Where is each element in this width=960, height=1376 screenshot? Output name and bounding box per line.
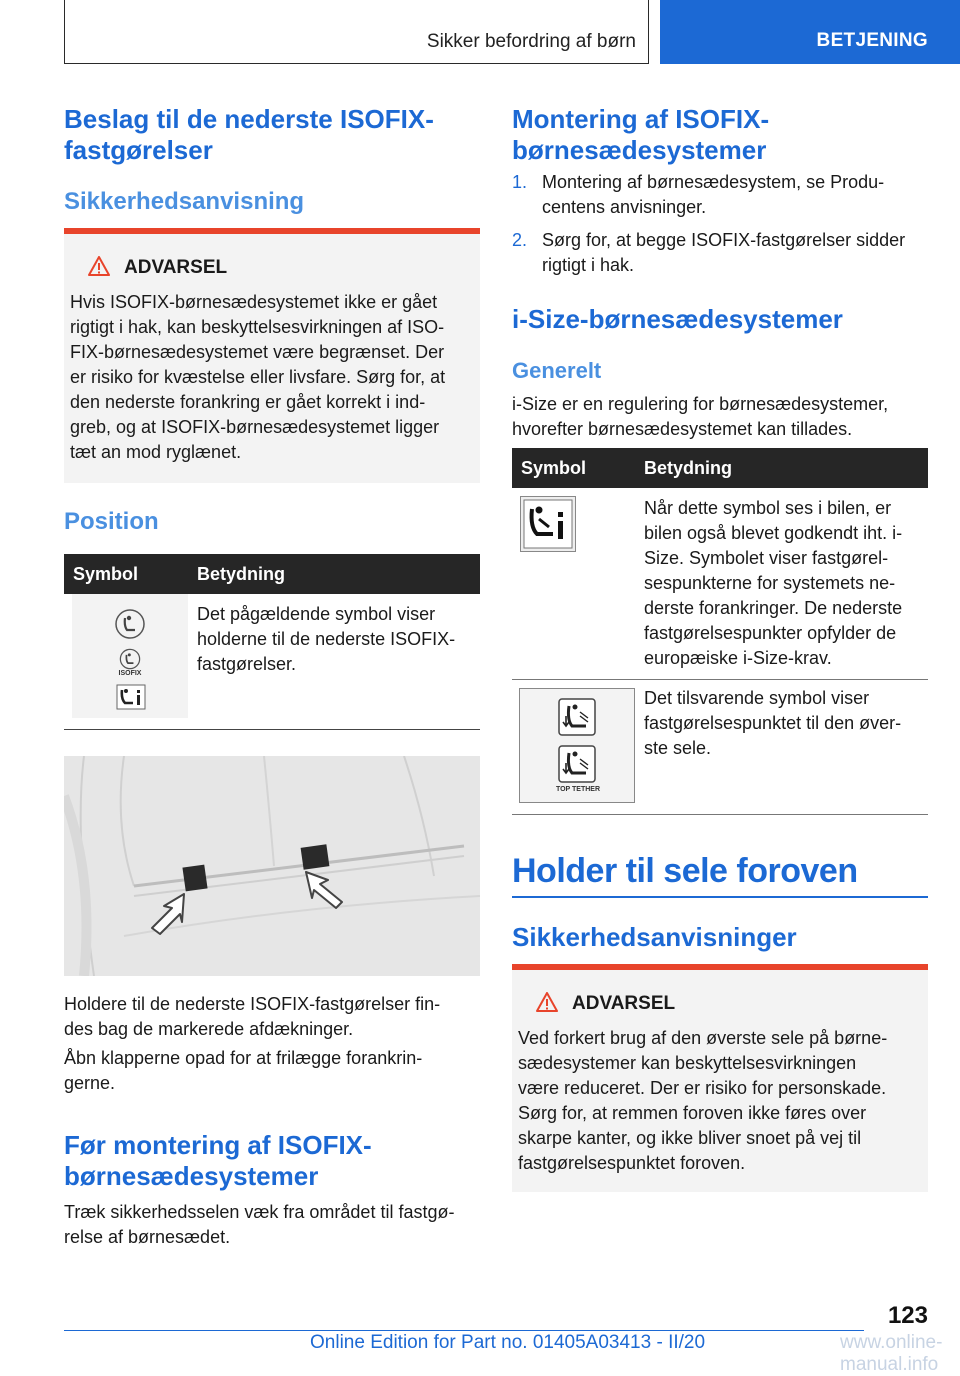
instruction-line: gerne.: [64, 1073, 116, 1093]
watermark: www.online-manual.info: [840, 1332, 943, 1375]
warning-line: tæt an mod ryglænet.: [70, 442, 242, 462]
col-symbol: Symbol: [521, 458, 587, 478]
step-line: Sørg for, at begge ISOFIX-fastgørelser sidder: [542, 230, 906, 250]
header-section-box: [64, 0, 649, 64]
page-number: 123: [887, 1302, 928, 1329]
isize-symbol-cell: [520, 496, 576, 552]
warning-line: fastgørelsespunktet foroven.: [518, 1153, 746, 1173]
isofix-label: ISOFIX: [118, 670, 142, 677]
isofix-symbol-cell: [72, 594, 188, 718]
warning-line: Hvis ISOFIX-børnesædesystemet ikke er gået: [70, 292, 438, 312]
warning-triangle-icon: [88, 256, 110, 276]
meaning-line: holderne til de nederste ISOFIX-: [197, 629, 456, 649]
top-tether-icon: [558, 698, 596, 736]
mounting-heading: Montering af ISOFIX- børnesædesystemer: [512, 104, 770, 165]
left-table-header: [64, 554, 480, 594]
isofix-seat-illustration: [64, 756, 480, 976]
warning-triangle-icon: [536, 992, 558, 1012]
meaning-line: fastgørelsespunktet til den øver-: [644, 713, 902, 733]
meaning-line: Size. Symbolet viser fastgørel-: [644, 548, 889, 568]
holder-heading-underline: [512, 896, 928, 898]
safety-heading: Sikkerhedsanvisning: [64, 188, 305, 215]
warning-text: [70, 290, 468, 465]
step-item: [512, 228, 932, 278]
top-tether-label: TOP TETHER: [555, 786, 601, 793]
meaning-line: Når dette symbol ses i bilen, er: [644, 498, 892, 518]
general-line: i-Size er en regulering for børnesædesystemer,: [512, 394, 889, 414]
step-number: 2.: [512, 230, 528, 250]
warning-line: skarpe kanter, og ikke bliver snoet på vej til: [518, 1128, 862, 1148]
meaning-line: Det tilsvarende symbol viser: [644, 688, 870, 708]
mounting-steps: [512, 170, 932, 278]
position-heading: Position: [64, 508, 159, 535]
meaning-line: bilen også blevet godkendt iht. i-: [644, 523, 903, 543]
col-meaning: Betydning: [197, 564, 285, 584]
top-tether-symbol-cell: [519, 688, 635, 803]
warning-box: [512, 964, 928, 1192]
chapter-tab[interactable]: [660, 0, 960, 64]
holder-heading: Holder til sele foroven: [512, 852, 858, 890]
warning-box: [64, 228, 480, 483]
right-table-header: [512, 448, 928, 488]
table-rule: [512, 679, 928, 680]
edition-text: Online Edition for Part no. 01405A03413 - II/20: [310, 1332, 706, 1353]
meaning-line: europæiske i-Size-krav.: [644, 648, 832, 668]
warning-label: ADVARSEL: [124, 257, 228, 278]
section-title: Sikker befordring af børn: [426, 31, 636, 52]
general-heading: Generelt: [512, 358, 602, 383]
left-title: Beslag til de nederste ISOFIX- fastgørelser: [64, 104, 434, 165]
warning-line: være reduceret. Der er risiko for personskade.: [518, 1078, 887, 1098]
general-line: hvorefter børnesædesystemet kan tillades.: [512, 419, 853, 439]
warning-line: greb, og at ISOFIX-børnesædesystemet ligger: [70, 417, 440, 437]
warning-line: er risiko for kvæstelse eller livsfare. Sørg for, at: [70, 367, 446, 387]
meaning-line: fastgørelsespunkter opfylder de: [644, 623, 897, 643]
seat-drawing: [64, 756, 480, 976]
meaning-line: derste forankringer. De nederste: [644, 598, 903, 618]
meaning-line: sespunkterne for systemets ne-: [644, 573, 896, 593]
top-tether-meaning: [644, 686, 928, 761]
step-number: 1.: [512, 172, 528, 192]
step-line: rigtigt i hak.: [542, 255, 635, 275]
isize-heading: i-Size-børnesædesystemer: [512, 304, 843, 334]
safety-instructions-heading: Sikkerhedsanvisninger: [512, 922, 797, 952]
col-symbol: Symbol: [73, 564, 139, 584]
general-text: [512, 392, 932, 442]
instruction-line: Åbn klapperne opad for at frilægge forankrin-: [64, 1048, 423, 1068]
isize-icon: [116, 684, 146, 710]
before-line: relse af børnesædet.: [64, 1227, 231, 1247]
isofix-meaning: [197, 602, 477, 677]
warning-line: Sørg for, at remmen foroven ikke føres over: [518, 1103, 867, 1123]
open-flaps-instruction: [64, 1046, 484, 1096]
step-line: centens anvisninger.: [542, 197, 707, 217]
warning-header: [88, 256, 227, 279]
before-mounting-heading: Før montering af ISOFIX- børnesædesystemer: [64, 1130, 372, 1191]
before-mounting-text: [64, 1200, 484, 1250]
child-seat-icon: [114, 608, 146, 640]
meaning-line: Det pågældende symbol viser: [197, 604, 436, 624]
step-line: Montering af børnesædesystem, se Produ-: [542, 172, 885, 192]
col-meaning: Betydning: [644, 458, 732, 478]
isize-meaning: [644, 496, 928, 671]
chapter-tab-label: BETJENING: [816, 30, 928, 51]
isize-icon: [521, 497, 575, 551]
warning-label: ADVARSEL: [572, 993, 676, 1014]
step-item: [512, 170, 932, 220]
warning-text: [518, 1026, 916, 1176]
caption-line: des bag de markerede afdækninger.: [64, 1019, 354, 1039]
top-tether-icon: [558, 745, 596, 783]
warning-line: FIX-børnesædesystemet være begrænset. Der: [70, 342, 445, 362]
warning-line: sædesystemer kan beskyttelsesvirkningen: [518, 1053, 857, 1073]
footer-rule: [64, 1330, 864, 1331]
caption-line: Holdere til de nederste ISOFIX-fastgørelser fin-: [64, 994, 441, 1014]
table-rule: [64, 729, 480, 730]
warning-header: [536, 992, 675, 1015]
table-rule: [512, 814, 928, 815]
child-seat-icon: [119, 648, 141, 670]
warning-line: Ved forkert brug af den øverste sele på børne-: [518, 1028, 888, 1048]
warning-line: den nederste forankring er gået korrekt i ind-: [70, 392, 426, 412]
meaning-line: ste sele.: [644, 738, 712, 758]
before-line: Træk sikkerhedsselen væk fra området til fastgø-: [64, 1202, 455, 1222]
warning-line: rigtigt i hak, kan beskyttelsesvirkningen af ISO-: [70, 317, 445, 337]
illustration-caption: [64, 992, 484, 1042]
meaning-line: fastgørelser.: [197, 654, 297, 674]
